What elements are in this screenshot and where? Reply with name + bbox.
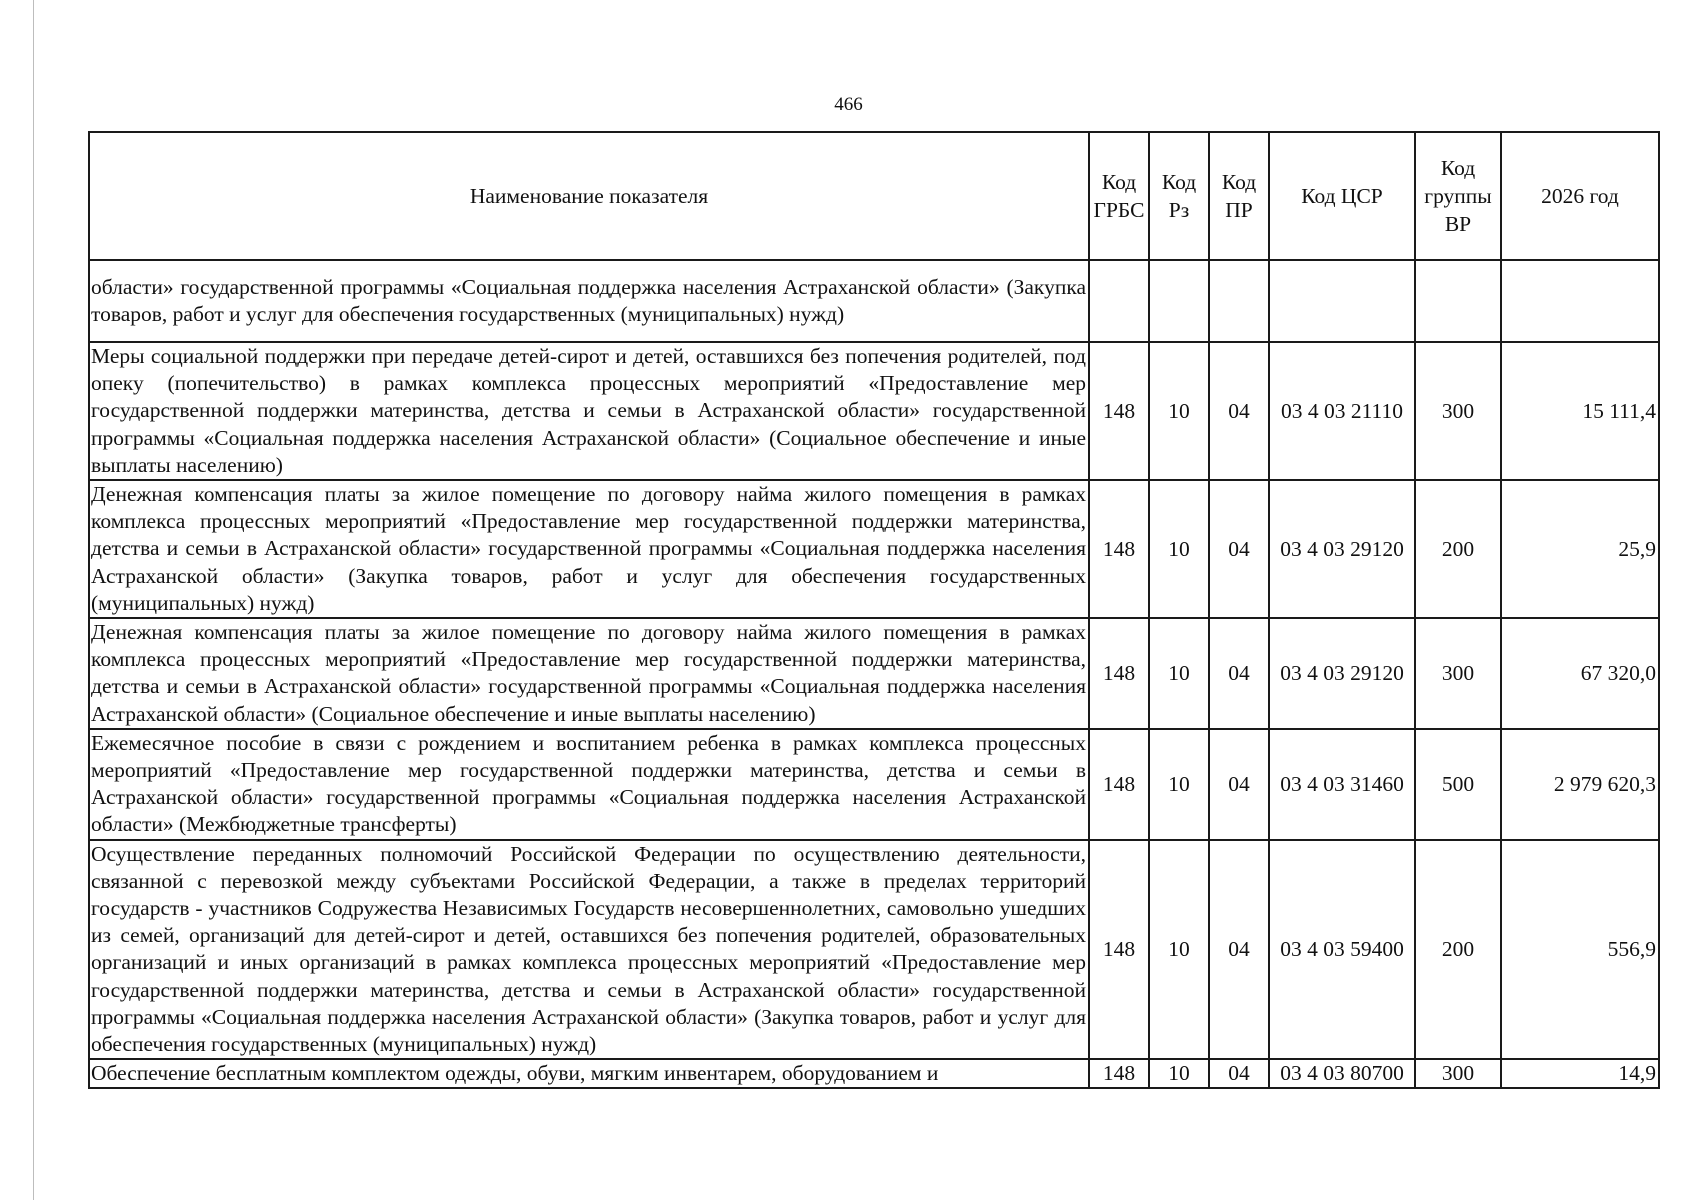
row-rz: 10	[1149, 342, 1209, 480]
row-grbs: 148	[1089, 840, 1149, 1060]
row-pr: 04	[1209, 480, 1269, 618]
row-grbs: 148	[1089, 1059, 1149, 1088]
header-grbs: Код ГРБС	[1089, 132, 1149, 260]
header-name: Наименование показателя	[89, 132, 1089, 260]
row-csr: 03 4 03 31460	[1269, 729, 1415, 840]
row-vr: 200	[1415, 480, 1501, 618]
row-grbs: 148	[1089, 480, 1149, 618]
row-amount: 556,9	[1501, 840, 1659, 1060]
row-vr: 200	[1415, 840, 1501, 1060]
row-amount: 67 320,0	[1501, 618, 1659, 729]
row-amount: 25,9	[1501, 480, 1659, 618]
row-csr	[1269, 260, 1415, 342]
row-vr: 300	[1415, 342, 1501, 480]
header-pr: Код ПР	[1209, 132, 1269, 260]
row-name: области» государственной программы «Социальная поддержка населения Астраханской области» (Закупка товаров, работ и услуг для обеспечения государственных (муниципальных) нужд)	[89, 260, 1089, 342]
row-rz: 10	[1149, 480, 1209, 618]
row-csr: 03 4 03 59400	[1269, 840, 1415, 1060]
row-grbs	[1089, 260, 1149, 342]
table-row	[89, 260, 1659, 342]
header-row	[89, 132, 1659, 260]
row-csr: 03 4 03 29120	[1269, 618, 1415, 729]
row-csr: 03 4 03 21110	[1269, 342, 1415, 480]
row-vr: 500	[1415, 729, 1501, 840]
header-year: 2026 год	[1501, 132, 1659, 260]
row-pr: 04	[1209, 840, 1269, 1060]
header-rz: Код Рз	[1149, 132, 1209, 260]
table-row	[89, 1059, 1659, 1088]
row-name: Денежная компенсация платы за жилое помещение по договору найма жилого помещения в рамках комплекса процессных мероприятий «Предоставление мер государственной поддержки материнства, детства и семьи в Астраханской области» государственной программы «Социальная поддержка населения Астраханской области» (Закупка товаров, работ и услуг для обеспечения государственных (муниципальных) нужд)	[89, 480, 1089, 618]
row-name: Ежемесячное пособие в связи с рождением и воспитанием ребенка в рамках комплекса процессных мероприятий «Предоставление мер государственной поддержки материнства, детства и семьи в Астраханской области» государственной программы «Социальная поддержка населения Астраханской области» (Межбюджетные трансферты)	[89, 729, 1089, 840]
row-name: Денежная компенсация платы за жилое помещение по договору найма жилого помещения в рамках комплекса процессных мероприятий «Предоставление мер государственной поддержки материнства, детства и семьи в Астраханской области» государственной программы «Социальная поддержка населения Астраханской области» (Социальное обеспечение и иные выплаты населению)	[89, 618, 1089, 729]
row-name: Осуществление переданных полномочий Российской Федерации по осуществлению деятельности, связанной с перевозкой между субъектами Российской Федерации, а также в пределах территорий государств - участников Содружества Независимых Государств несовершеннолетних, самовольно ушедших из семей, организаций для детей-сирот и детей, оставшихся без попечения родителей, образовательных организаций и иных организаций в рамках комплекса процессных мероприятий «Предоставление мер государственной поддержки материнства, детства и семьи в Астраханской области» государственной программы «Социальная поддержка населения Астраханской области» (Закупка товаров, работ и услуг для обеспечения государственных (муниципальных) нужд)	[89, 840, 1089, 1060]
table-row	[89, 729, 1659, 840]
table-row	[89, 840, 1659, 1060]
table-header	[89, 132, 1659, 260]
binding-margin-line	[33, 0, 34, 1200]
table-body	[89, 260, 1659, 1088]
row-amount	[1501, 260, 1659, 342]
row-rz: 10	[1149, 729, 1209, 840]
row-amount: 2 979 620,3	[1501, 729, 1659, 840]
row-grbs: 148	[1089, 342, 1149, 480]
row-pr	[1209, 260, 1269, 342]
row-rz: 10	[1149, 618, 1209, 729]
row-csr: 03 4 03 29120	[1269, 480, 1415, 618]
header-vr: Код группы ВР	[1415, 132, 1501, 260]
table-row	[89, 342, 1659, 480]
page-number: 466	[834, 94, 863, 115]
table-row	[89, 480, 1659, 618]
row-amount: 14,9	[1501, 1059, 1659, 1088]
row-vr	[1415, 260, 1501, 342]
row-pr: 04	[1209, 618, 1269, 729]
row-rz: 10	[1149, 840, 1209, 1060]
row-pr: 04	[1209, 342, 1269, 480]
budget-table	[88, 131, 1660, 1089]
row-pr: 04	[1209, 729, 1269, 840]
row-csr: 03 4 03 80700	[1269, 1059, 1415, 1088]
table-row	[89, 618, 1659, 729]
header-csr: Код ЦСР	[1269, 132, 1415, 260]
row-grbs: 148	[1089, 618, 1149, 729]
row-rz: 10	[1149, 1059, 1209, 1088]
row-amount: 15 111,4	[1501, 342, 1659, 480]
row-vr: 300	[1415, 1059, 1501, 1088]
row-name: Обеспечение бесплатным комплектом одежды, обуви, мягким инвентарем, оборудованием и	[89, 1059, 1089, 1088]
row-pr: 04	[1209, 1059, 1269, 1088]
row-vr: 300	[1415, 618, 1501, 729]
row-rz	[1149, 260, 1209, 342]
row-name: Меры социальной поддержки при передаче детей-сирот и детей, оставшихся без попечения родителей, под опеку (попечительство) в рамках комплекса процессных мероприятий «Предоставление мер государственной поддержки материнства, детства и семьи в Астраханской области» государственной программы «Социальная поддержка населения Астраханской области» (Социальное обеспечение и иные выплаты населению)	[89, 342, 1089, 480]
row-grbs: 148	[1089, 729, 1149, 840]
